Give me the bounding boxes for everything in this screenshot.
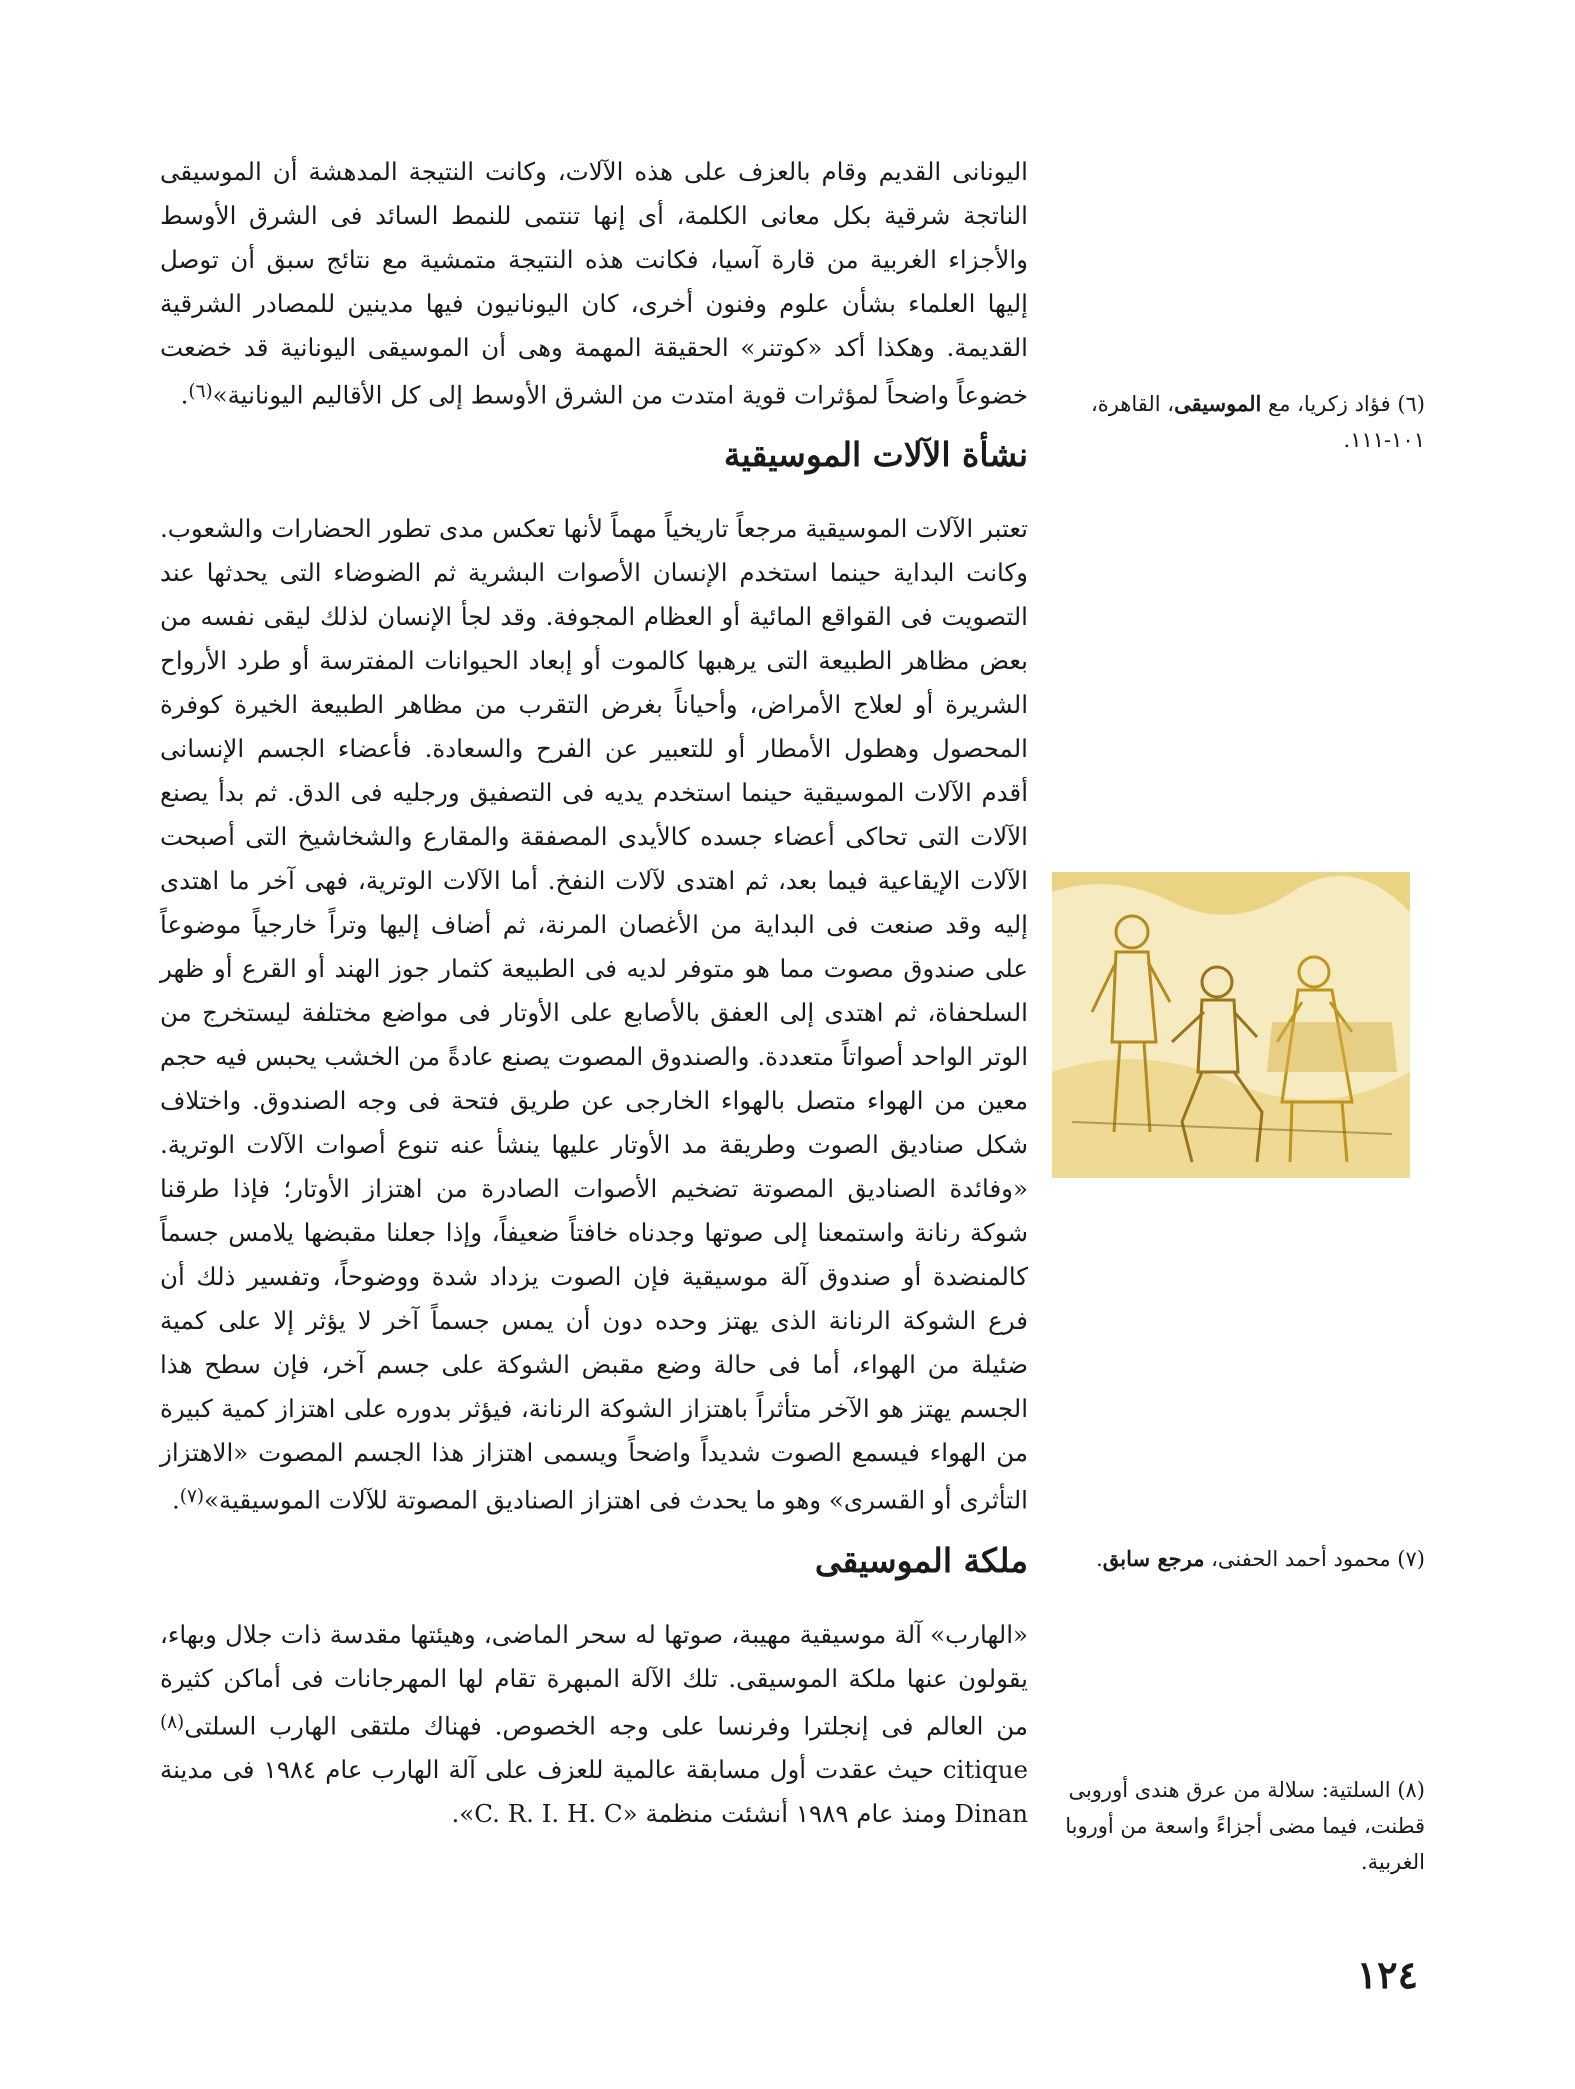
- footnote-6-title: الموسيقى: [1174, 391, 1262, 416]
- paragraph-1-end: .: [180, 380, 189, 410]
- footnote-7-prefix: (٧) محمود أحمد الحفنى،: [1204, 1547, 1425, 1571]
- paragraph-1-text: اليونانى القديم وقام بالعزف على هذه الآلات، وكانت النتيجة المدهشة أن الموسيقى الناتجة شرقية بكل معانى الكلمة، أى إنها تنتمى للنمط السائد فى الشرق الأوسط والأجزاء الغربية من قارة آسيا، فكانت هذه النتيجة متمشية مع نتائج سبق أن توصل إليها العلماء بشأن علوم وفنون أخرى، كان اليونانيون فيها مدينين للمصادر الشرقية القديمة. وهكذا أكد «كوتنر» الحقيقة المهمة وهى أن الموسيقى اليونانية قد خضعت خضوعاً واضحاً لمؤثرات قوية امتدت من الشرق الأوسط إلى كل الأقاليم اليونانية»: [160, 157, 1028, 410]
- paragraph-3-continuation: citique حيث عقدت أول مسابقة عالمية للعزف على آلة الهارب عام ١٩٨٤ فى مدينة Dinan ومنذ عام ١٩٨٩ أنشئت منظمة «C. R. I. H. C».: [160, 1755, 1028, 1829]
- paragraph-2-end: .: [171, 1485, 180, 1515]
- footnote-7: [1045, 1541, 1425, 1577]
- paragraph-2-text: تعتبر الآلات الموسيقية مرجعاً تاريخياً مهماً لأنها تعكس مدى تطور الحضارات والشعوب. وكانت البداية حينما استخدم الإنسان الأصوات البشرية ثم الضوضاء التى يحدثها عند التصويت فى القواقع المائية أو العظام المجوفة. وقد لجأ الإنسان لذلك ليقى نفسه من بعض مظاهر الطبيعة التى يرهبها كالموت أو إبعاد الحيوانات المفترسة أو طرد الأرواح الشريرة أو لعلاج الأمراض، وأحياناً بغرض التقرب من مظاهر الطبيعة الخيرة كوفرة المحصول وهطول الأمطار أو للتعبير عن الفرح والسعادة. فأعضاء الجسم الإنسانى أقدم الآلات الموسيقية حينما استخدم يديه فى التصفيق ورجليه فى الدق. ثم بدأ يصنع الآلات التى تحاكى أعضاء جسده كالأيدى المصفقة والمقارع والشخاشيخ التى أصبحت الآلات الإيقاعية فيما بعد، ثم اهتدى لآلات النفخ. أما الآلات الوترية، فهى آخر ما اهتدى إليه وقد صنعت فى البداية من الأغصان المرنة، ثم أضاف إليها وتراً خارجياً موضوعاً على صندوق مصوت مما هو متوفر لديه فى الطبيعة كثمار جوز الهند أو القرع أو ظهر السلحفاة، ثم اهتدى إلى العفق بالأصابع على الأوتار فى مواضع مختلفة ليستخرج من الوتر الواحد أصواتاً متعددة. والصندوق المصوت يصنع عادةً من الخشب يحبس فيه حجم معين من الهواء متصل بالهواء الخارجى عن طريق فتحة فى وجه الصندوق. واختلاف شكل صناديق الصوت وطريقة مد الأوتار عليها ينشأ عنه تنوع أصوات الآلات الوترية. «وفائدة الصناديق المصوتة تضخيم الأصوات الصادرة من اهتزاز الأوتار؛ فإذا طرقنا شوكة رنانة واستمعنا إلى صوتها وجدناه خافتاً ضعيفاً، وإذا جعلنا مقبضها يلامس جسماً كالمنضدة أو صندوق آلة موسيقية فإن الصوت يزداد شدة ووضوحاً، وتفسير ذلك أن فرع الشوكة الرنانة الذى يهتز وحده دون أن يمس جسماً آخر لا يؤثر إلا على كمية ضئيلة من الهواء، أما فى حالة وضع مقبض الشوكة على جسم آخر، فإن سطح هذا الجسم يهتز هو الآخر متأثراً باهتزاز الشوكة الرنانة، فيؤثر بدوره على اهتزاز كمية كبيرة من الهواء فيسمع الصوت شديداً واضحاً ويسمى اهتزاز هذا الجسم المصوت «الاهتزاز التأثرى أو القسرى» وهو ما يحدث فى اهتزاز الصناديق المصوتة للآلات الموسيقية»: [160, 514, 1028, 1515]
- section-heading-queen-of-music: ملكة الموسيقى: [814, 1540, 1028, 1580]
- paragraph-3: [160, 1613, 1028, 1836]
- footnote-7-suffix: .: [1096, 1547, 1103, 1571]
- main-text-column: [160, 150, 1028, 1836]
- footnote-6: [1045, 386, 1425, 458]
- footnote-8: (٨) السلتية: سلالة من عرق هندى أوروبى قطنت، فيما مضى أجزاءً واسعة من أوروبا الغربية.: [1065, 1778, 1425, 1874]
- footnote-ref-6: (٦): [188, 381, 213, 402]
- paragraph-2: [160, 507, 1028, 1522]
- page-number: ١٢٤: [1356, 1952, 1418, 1997]
- paragraph-1: [160, 150, 1028, 417]
- footnote-7-title: مرجع سابق: [1102, 1546, 1205, 1571]
- figure-bench: [1267, 1022, 1397, 1072]
- footnote-6-suffix: ، القاهرة، ١٠١-١١١.: [1090, 392, 1425, 452]
- musicians-illustration-icon: [1052, 872, 1410, 1178]
- footnote-ref-7: (٧): [179, 1486, 204, 1508]
- footnote-ref-8: (٨): [160, 1711, 185, 1733]
- footnote-6-prefix: (٦) فؤاد زكريا، مع: [1261, 392, 1425, 416]
- section-heading-instruments-origin: نشأة الآلات الموسيقية: [723, 435, 1028, 475]
- musicians-illustration: [1052, 872, 1410, 1178]
- paragraph-3-text: «الهارب» آلة موسيقية مهيبة، صوتها له سحر الماضى، وهيئتها مقدسة ذات جلال وبهاء، يقولون عنها ملكة الموسيقى. تلك الآلة المبهرة تقام لها المهرجانات فى أماكن كثيرة من العالم فى إنجلترا وفرنسا على وجه الخصوص. فهناك ملتقى الهارب السلتى: [160, 1619, 1028, 1741]
